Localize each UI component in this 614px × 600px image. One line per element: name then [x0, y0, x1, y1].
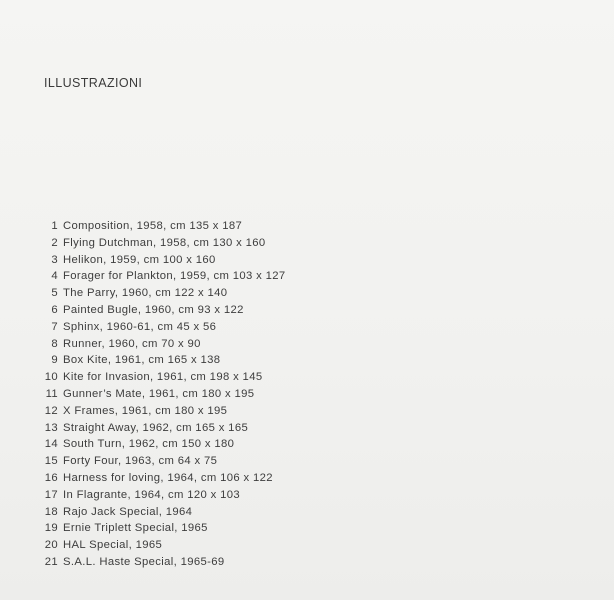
list-item [40, 438, 286, 455]
item-caption: HAL Special, 1965 [63, 539, 163, 552]
illustration-list [40, 220, 286, 573]
item-caption: S.A.L. Haste Special, 1965-69 [63, 555, 225, 568]
item-caption: Gunner’s Mate, 1961, cm 180 x 195 [63, 387, 255, 400]
list-item [40, 405, 286, 422]
list-item [40, 237, 286, 254]
page-heading: ILLUSTRAZIONI [44, 76, 143, 90]
item-number: 16 [44, 471, 58, 484]
item-number: 3 [51, 253, 58, 266]
list-item [40, 371, 286, 388]
item-caption: Box Kite, 1961, cm 165 x 138 [63, 354, 221, 367]
list-item [40, 522, 286, 539]
item-caption: Painted Bugle, 1960, cm 93 x 122 [63, 303, 244, 316]
item-caption: Sphinx, 1960-61, cm 45 x 56 [63, 320, 217, 333]
list-item [40, 220, 286, 237]
item-number: 11 [45, 387, 58, 400]
item-caption: Forty Four, 1963, cm 64 x 75 [63, 455, 218, 468]
item-number: 21 [44, 555, 58, 568]
list-item [40, 388, 286, 405]
item-caption: Forager for Plankton, 1959, cm 103 x 127 [63, 270, 286, 283]
list-item [40, 556, 286, 573]
item-number: 17 [44, 488, 58, 501]
list-item [40, 422, 286, 439]
list-item [40, 304, 286, 321]
item-caption: Helikon, 1959, cm 100 x 160 [63, 253, 216, 266]
item-number: 10 [44, 371, 58, 384]
item-number: 15 [44, 455, 58, 468]
item-caption: In Flagrante, 1964, cm 120 x 103 [63, 488, 240, 501]
item-number: 8 [51, 337, 58, 350]
item-caption: South Turn, 1962, cm 150 x 180 [63, 438, 235, 451]
list-item [40, 254, 286, 271]
item-number: 20 [44, 539, 58, 552]
item-number: 12 [44, 404, 58, 417]
item-number: 2 [51, 236, 58, 249]
item-number: 13 [44, 421, 58, 434]
list-item [40, 472, 286, 489]
item-number: 9 [51, 354, 58, 367]
list-item [40, 270, 286, 287]
list-item [40, 506, 286, 523]
item-number: 19 [44, 522, 58, 535]
item-number: 14 [44, 438, 58, 451]
item-number: 7 [51, 320, 58, 333]
item-caption: Ernie Triplett Special, 1965 [63, 522, 208, 535]
item-caption: Runner, 1960, cm 70 x 90 [63, 337, 201, 350]
item-caption: Flying Dutchman, 1958, cm 130 x 160 [63, 236, 266, 249]
item-caption: Composition, 1958, cm 135 x 187 [63, 220, 243, 232]
list-item [40, 338, 286, 355]
list-item [40, 539, 286, 556]
item-number: 4 [51, 270, 58, 283]
item-number: 6 [51, 303, 58, 316]
list-item [40, 321, 286, 338]
item-number: 1 [51, 220, 58, 232]
item-caption: X Frames, 1961, cm 180 x 195 [63, 404, 228, 417]
item-caption: Straight Away, 1962, cm 165 x 165 [63, 421, 249, 434]
item-caption: Kite for Invasion, 1961, cm 198 x 145 [63, 371, 263, 384]
list-item [40, 287, 286, 304]
list-item [40, 354, 286, 371]
item-caption: The Parry, 1960, cm 122 x 140 [63, 287, 228, 300]
item-caption: Rajo Jack Special, 1964 [63, 505, 193, 518]
item-number: 5 [51, 287, 58, 300]
item-caption: Harness for loving, 1964, cm 106 x 122 [63, 471, 273, 484]
list-item [40, 455, 286, 472]
list-item [40, 489, 286, 506]
item-number: 18 [44, 505, 58, 518]
